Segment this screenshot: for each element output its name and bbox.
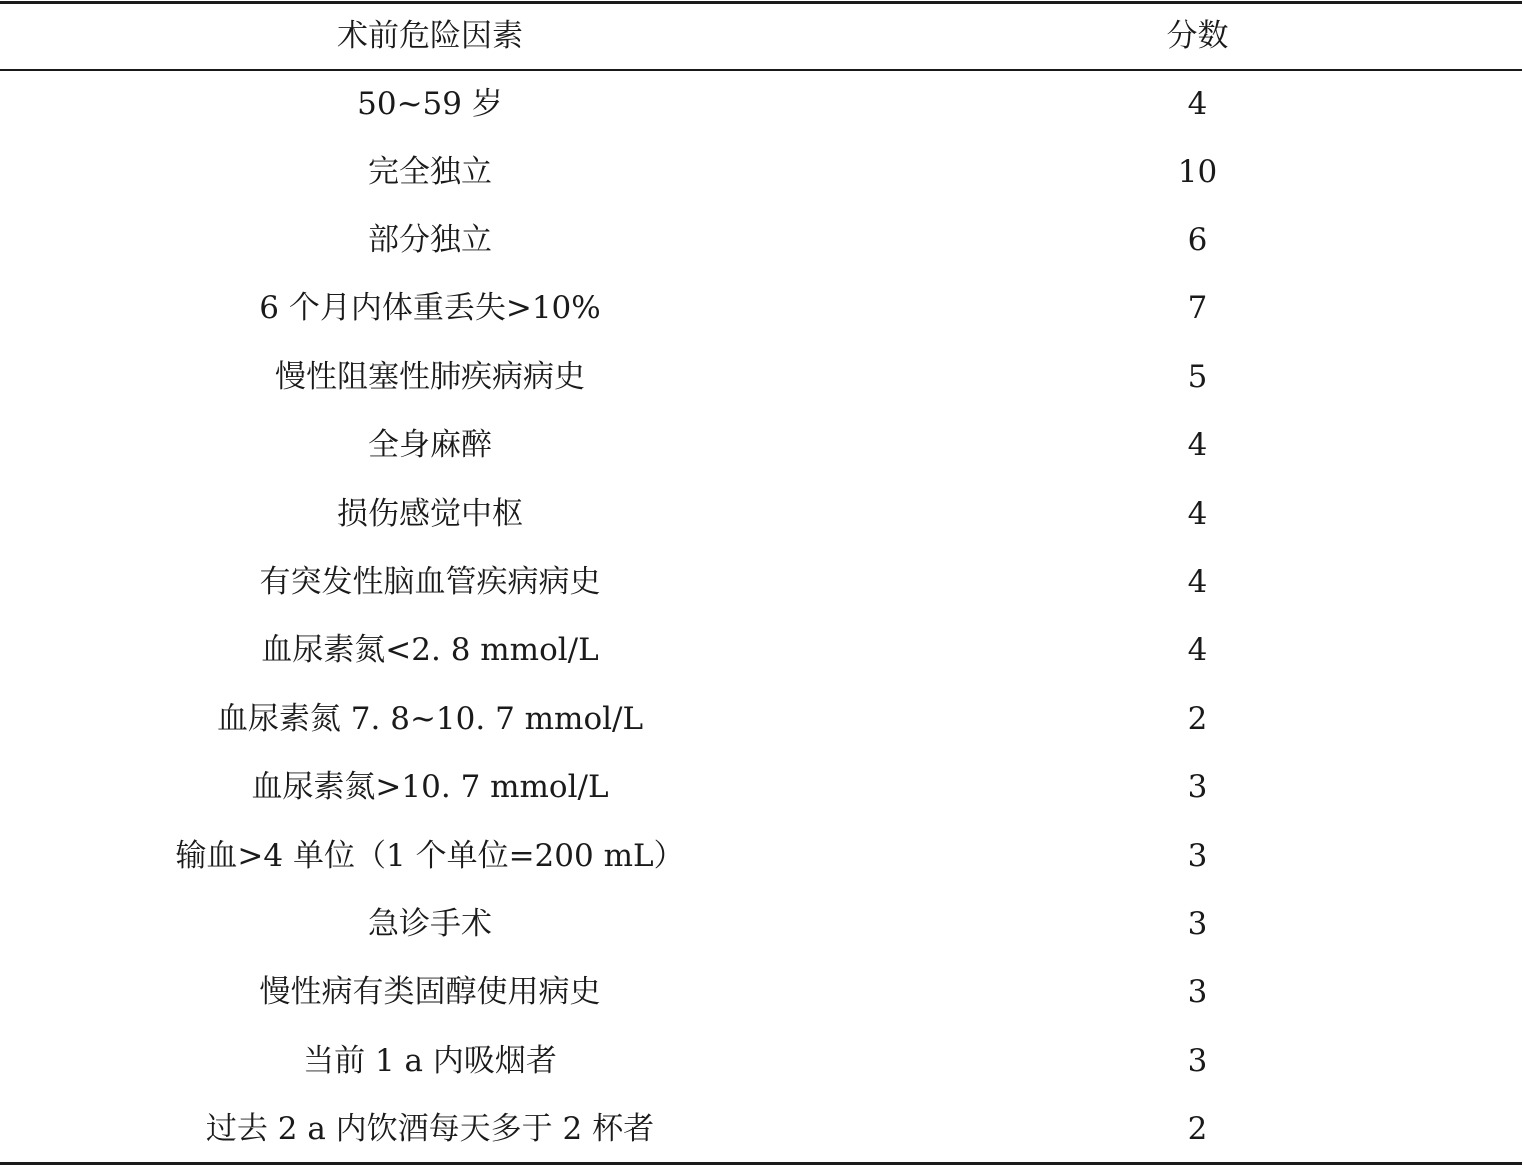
score-cell: 2 <box>1187 1111 1208 1148</box>
table-row <box>0 480 1524 548</box>
factor-cell: 急诊手术 <box>368 905 492 942</box>
factor-cell: 损伤感觉中枢 <box>337 495 523 532</box>
factor-cell: 血尿素氮>10. 7 mmol/L <box>251 769 609 806</box>
table-row <box>0 617 1524 685</box>
factor-cell: 血尿素氮<2. 8 mmol/L <box>261 632 599 669</box>
table-row <box>0 275 1524 343</box>
score-cell: 4 <box>1187 427 1208 464</box>
table-row <box>0 412 1524 480</box>
header-score: 分数 <box>1166 18 1229 54</box>
table-row <box>0 548 1524 616</box>
table-row <box>0 890 1524 958</box>
table-header-row <box>0 4 1524 69</box>
score-cell: 3 <box>1187 905 1208 942</box>
factor-cell: 完全独立 <box>368 153 492 190</box>
score-cell: 3 <box>1187 769 1208 806</box>
score-cell: 5 <box>1187 358 1208 395</box>
factor-cell: 全身麻醉 <box>368 427 492 464</box>
score-cell: 2 <box>1187 700 1208 737</box>
factor-cell: 50~59 岁 <box>357 86 503 122</box>
score-cell: 4 <box>1187 632 1208 669</box>
factor-cell: 输血>4 单位（1 个单位=200 mL） <box>175 837 685 874</box>
factor-cell: 部分独立 <box>368 222 492 259</box>
table-row <box>0 959 1524 1027</box>
table-row <box>0 754 1524 822</box>
score-cell: 6 <box>1187 222 1208 259</box>
score-cell: 4 <box>1187 564 1208 601</box>
table-row <box>0 1027 1524 1095</box>
score-cell: 4 <box>1187 495 1208 532</box>
factor-cell: 血尿素氮 7. 8~10. 7 mmol/L <box>216 700 644 737</box>
score-cell: 4 <box>1187 86 1208 122</box>
table-body <box>0 71 1524 1162</box>
factor-cell: 慢性阻塞性肺疾病病史 <box>275 358 585 395</box>
table-row <box>0 1095 1524 1163</box>
factor-cell: 当前 1 a 内吸烟者 <box>303 1042 557 1079</box>
header-factor: 术前危险因素 <box>337 18 523 54</box>
score-cell: 10 <box>1177 153 1218 190</box>
score-cell: 3 <box>1187 1042 1208 1079</box>
table-row <box>0 685 1524 753</box>
factor-cell: 过去 2 a 内饮酒每天多于 2 杯者 <box>205 1111 655 1148</box>
factor-cell: 慢性病有类固醇使用病史 <box>259 974 601 1011</box>
factor-cell: 有突发性脑血管疾病病史 <box>259 564 601 601</box>
table-row <box>0 822 1524 890</box>
score-cell: 3 <box>1187 974 1208 1011</box>
table-row <box>0 206 1524 274</box>
table-row <box>0 343 1524 411</box>
score-cell: 3 <box>1187 837 1208 874</box>
table-bottom-rule <box>0 1162 1522 1165</box>
factor-cell: 6 个月内体重丢失>10% <box>259 290 601 327</box>
table-row <box>0 71 1524 138</box>
score-cell: 7 <box>1187 290 1208 327</box>
table-row <box>0 138 1524 206</box>
